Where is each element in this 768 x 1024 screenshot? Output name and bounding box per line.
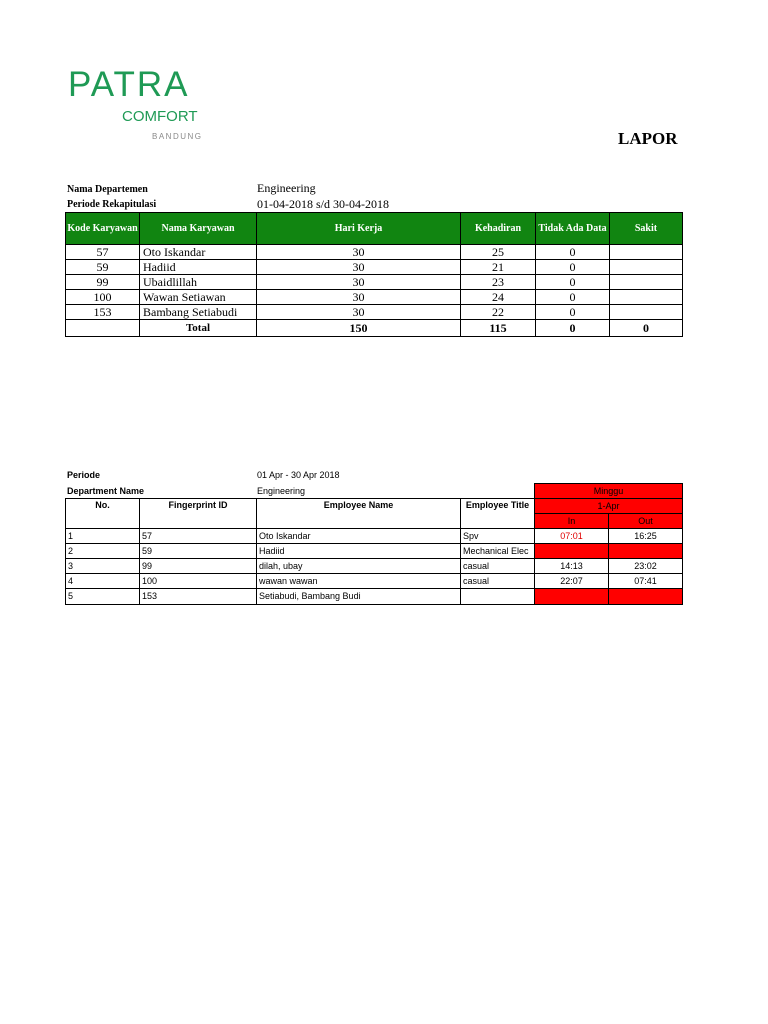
period-value: 01-04-2018 s/d 30-04-2018 (257, 197, 389, 211)
cell-employee-name: Oto Iskandar (257, 529, 461, 544)
cell-present: 24 (461, 290, 536, 305)
cell-employee-name: dilah, ubay (257, 559, 461, 574)
cell-fingerprint-id: 59 (140, 544, 257, 559)
summary-row (66, 290, 683, 305)
cell-out (609, 544, 683, 559)
spacer-cell (257, 484, 461, 499)
cell-no: 5 (66, 589, 140, 605)
cell-name: Oto Iskandar (140, 245, 257, 260)
cell-nodata: 0 (536, 260, 610, 275)
attendance-period-label: Periode (67, 470, 101, 480)
total-days: 150 (257, 320, 461, 337)
cell-days: 30 (257, 305, 461, 320)
cell-present: 23 (461, 275, 536, 290)
cell-employee-title: Spv (461, 529, 535, 544)
attendance-row (66, 559, 683, 574)
header-fingerprint-id: Fingerprint ID (140, 499, 257, 529)
cell-days: 30 (257, 245, 461, 260)
cell-name: Ubaidlillah (140, 275, 257, 290)
cell-fingerprint-id: 153 (140, 589, 257, 605)
cell-no: 3 (66, 559, 140, 574)
summary-row (66, 275, 683, 290)
attendance-dept-value: Engineering (257, 486, 306, 496)
cell-employee-title: casual (461, 574, 535, 589)
cell-present: 21 (461, 260, 536, 275)
patra-comfort-logo (66, 64, 206, 148)
cell-nodata: 0 (536, 305, 610, 320)
total-nodata: 0 (536, 320, 610, 337)
spacer-cell (461, 484, 535, 499)
cell-employee-title: Mechanical Elec (461, 544, 535, 559)
header-kode-karyawan: Kode Karyawan (66, 213, 140, 245)
cell-in (535, 544, 609, 559)
logo-bandung-text: BANDUNG (152, 132, 203, 141)
summary-table (65, 212, 683, 337)
cell-fingerprint-id: 57 (140, 529, 257, 544)
cell-out: 07:41 (609, 574, 683, 589)
cell-code: 100 (66, 290, 140, 305)
cell-sick (610, 290, 683, 305)
cell-employee-name: Hadiid (257, 544, 461, 559)
attendance-row (66, 529, 683, 544)
cell-in: 22:07 (535, 574, 609, 589)
cell-nodata: 0 (536, 290, 610, 305)
summary-header-row (66, 213, 683, 245)
cell-empty (66, 320, 140, 337)
report-title: LAPOR (618, 129, 678, 148)
spacer-cell (66, 484, 140, 499)
summary-row (66, 245, 683, 260)
header-sakit: Sakit (610, 213, 683, 245)
cell-out: 16:25 (609, 529, 683, 544)
cell-in: 14:13 (535, 559, 609, 574)
dept-label: Nama Departemen (67, 184, 148, 195)
attendance-period-value: 01 Apr - 30 Apr 2018 (257, 470, 340, 480)
cell-code: 57 (66, 245, 140, 260)
period-label: Periode Rekapitulasi (67, 199, 157, 210)
cell-no: 1 (66, 529, 140, 544)
header-kehadiran: Kehadiran (461, 213, 536, 245)
cell-no: 2 (66, 544, 140, 559)
cell-code: 59 (66, 260, 140, 275)
cell-sick (610, 245, 683, 260)
cell-employee-name: wawan wawan (257, 574, 461, 589)
cell-no: 4 (66, 574, 140, 589)
summary-row (66, 260, 683, 275)
header-in: In (535, 514, 609, 529)
cell-sick (610, 305, 683, 320)
attendance-day-row (66, 484, 683, 499)
cell-code: 153 (66, 305, 140, 320)
cell-name: Wawan Setiawan (140, 290, 257, 305)
cell-name: Hadiid (140, 260, 257, 275)
attendance-header-row (66, 499, 683, 514)
header-hari-kerja: Hari Kerja (257, 213, 461, 245)
dept-value: Engineering (257, 181, 316, 195)
cell-days: 30 (257, 290, 461, 305)
header-employee-title: Employee Title (461, 499, 535, 529)
day-date-header: 1-Apr (535, 499, 683, 514)
summary-row (66, 305, 683, 320)
attendance-dept-label: Department Name (67, 486, 145, 496)
cell-fingerprint-id: 100 (140, 574, 257, 589)
cell-fingerprint-id: 99 (140, 559, 257, 574)
total-sick: 0 (610, 320, 683, 337)
cell-employee-name: Setiabudi, Bambang Budi (257, 589, 461, 605)
cell-out: 23:02 (609, 559, 683, 574)
cell-sick (610, 260, 683, 275)
cell-out (609, 589, 683, 605)
cell-sick (610, 275, 683, 290)
total-present: 115 (461, 320, 536, 337)
cell-code: 99 (66, 275, 140, 290)
header-nama-karyawan: Nama Karyawan (140, 213, 257, 245)
header-out: Out (609, 514, 683, 529)
cell-in: 07:01 (535, 529, 609, 544)
header-employee-name: Employee Name (257, 499, 461, 529)
cell-name: Bambang Setiabudi (140, 305, 257, 320)
cell-nodata: 0 (536, 245, 610, 260)
attendance-row (66, 544, 683, 559)
cell-present: 25 (461, 245, 536, 260)
day-name-header: Minggu (535, 484, 683, 499)
logo-comfort-text: COMFORT (122, 108, 198, 125)
attendance-row (66, 589, 683, 605)
attendance-row (66, 574, 683, 589)
cell-present: 22 (461, 305, 536, 320)
attendance-table (65, 483, 683, 605)
spacer-cell (140, 484, 257, 499)
logo-patra-text: PATRA (68, 65, 190, 104)
cell-days: 30 (257, 260, 461, 275)
total-label: Total (140, 320, 257, 337)
header-no: No. (66, 499, 140, 529)
cell-nodata: 0 (536, 275, 610, 290)
cell-employee-title (461, 589, 535, 605)
summary-total-row (66, 320, 683, 337)
header-tidak-ada-data: Tidak Ada Data (536, 213, 610, 245)
cell-in (535, 589, 609, 605)
cell-employee-title: casual (461, 559, 535, 574)
cell-days: 30 (257, 275, 461, 290)
